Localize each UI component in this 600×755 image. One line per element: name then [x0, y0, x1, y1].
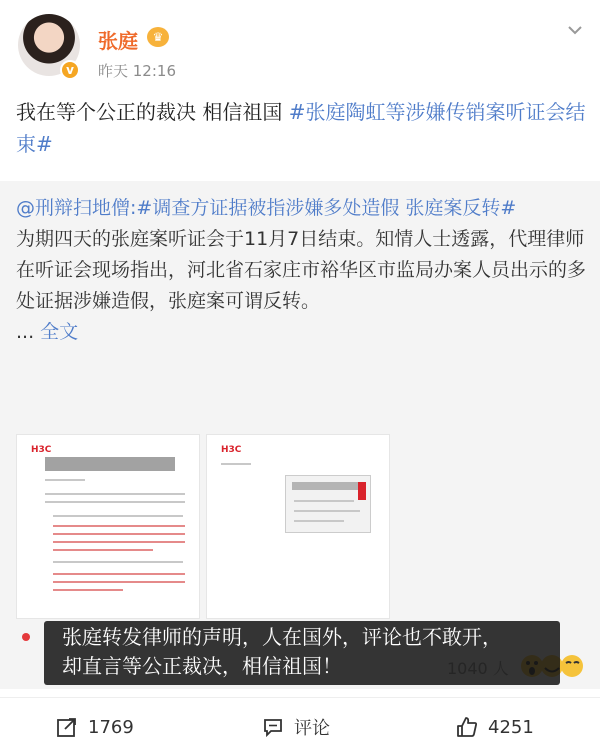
- doc-line: [45, 501, 185, 503]
- doc-line-red: [53, 573, 185, 575]
- username[interactable]: 张庭: [98, 29, 138, 53]
- doc-line: [45, 479, 85, 481]
- post-topic-link[interactable]: #张庭陶虹等涉嫌传销案听证会结束#: [16, 100, 586, 156]
- repost-text: [16, 193, 588, 348]
- repost-author-link[interactable]: @刑辩扫地僧: [16, 197, 131, 219]
- repost-count: 1769: [88, 716, 134, 738]
- doc-line-red: [53, 533, 185, 535]
- vip-crown-icon: ♛: [147, 27, 169, 47]
- verified-badge-icon: v: [60, 60, 80, 80]
- doc-line: [294, 520, 344, 522]
- doc-line-red: [53, 525, 185, 527]
- repost-body: 为期四天的张庭案听证会于11月7日结束。知情人士透露，代理律师在听证会现场指出，河北省石家庄市裕华区市监局办案人员出示的多处证据涉嫌造假，张庭案可谓反转。: [16, 228, 587, 312]
- live-dot: [22, 633, 30, 641]
- repost-image-document[interactable]: [16, 434, 200, 619]
- comment-button[interactable]: [262, 698, 330, 755]
- repost-ellipsis: ...: [16, 321, 41, 343]
- repost-image-certificate[interactable]: [206, 434, 390, 619]
- doc-line-red: [53, 581, 185, 583]
- comment-label: 评论: [294, 718, 330, 739]
- doc-line: [53, 561, 183, 563]
- doc-title-block: [45, 457, 175, 471]
- repost-topic-link[interactable]: #调查方证据被指涉嫌多处造假 张庭案反转#: [136, 197, 517, 219]
- h3c-logo: H3C: [221, 445, 242, 455]
- doc-line-red: [53, 549, 153, 551]
- post-header: [0, 0, 600, 90]
- certificate-header: [292, 482, 366, 490]
- comment-icon: [262, 716, 284, 738]
- post-text: [16, 96, 588, 160]
- chevron-down-icon[interactable]: [565, 20, 585, 40]
- doc-line: [45, 493, 185, 495]
- subtitle-line-2: 却直言等公正裁决，相信祖国！: [62, 654, 342, 678]
- doc-line: [294, 500, 354, 502]
- subtitle-text: [62, 623, 552, 681]
- video-subtitle: [44, 621, 560, 685]
- full-text-link[interactable]: 全文: [40, 321, 79, 343]
- like-count: 4251: [488, 716, 534, 738]
- doc-line-red: [53, 589, 123, 591]
- action-bar: [0, 697, 600, 755]
- certificate-image: [285, 475, 371, 533]
- certificate-ribbon: [358, 482, 366, 500]
- post-timestamp: 昨天 12:16: [98, 62, 176, 80]
- like-button[interactable]: [456, 698, 534, 755]
- doc-line-red: [53, 541, 185, 543]
- repost-card[interactable]: [0, 181, 600, 689]
- doc-line: [221, 463, 251, 465]
- h3c-logo: H3C: [31, 445, 52, 455]
- repost-author-sep: :: [130, 197, 137, 219]
- doc-line: [294, 510, 360, 512]
- doc-line: [53, 515, 183, 517]
- post-body: 我在等个公正的裁决 相信祖国: [16, 100, 289, 124]
- subtitle-line-1: 张庭转发律师的声明，人在国外，评论也不敢开，: [62, 625, 502, 649]
- thumbs-up-icon: [456, 716, 478, 738]
- share-icon: [56, 716, 78, 738]
- repost-button[interactable]: [56, 698, 134, 755]
